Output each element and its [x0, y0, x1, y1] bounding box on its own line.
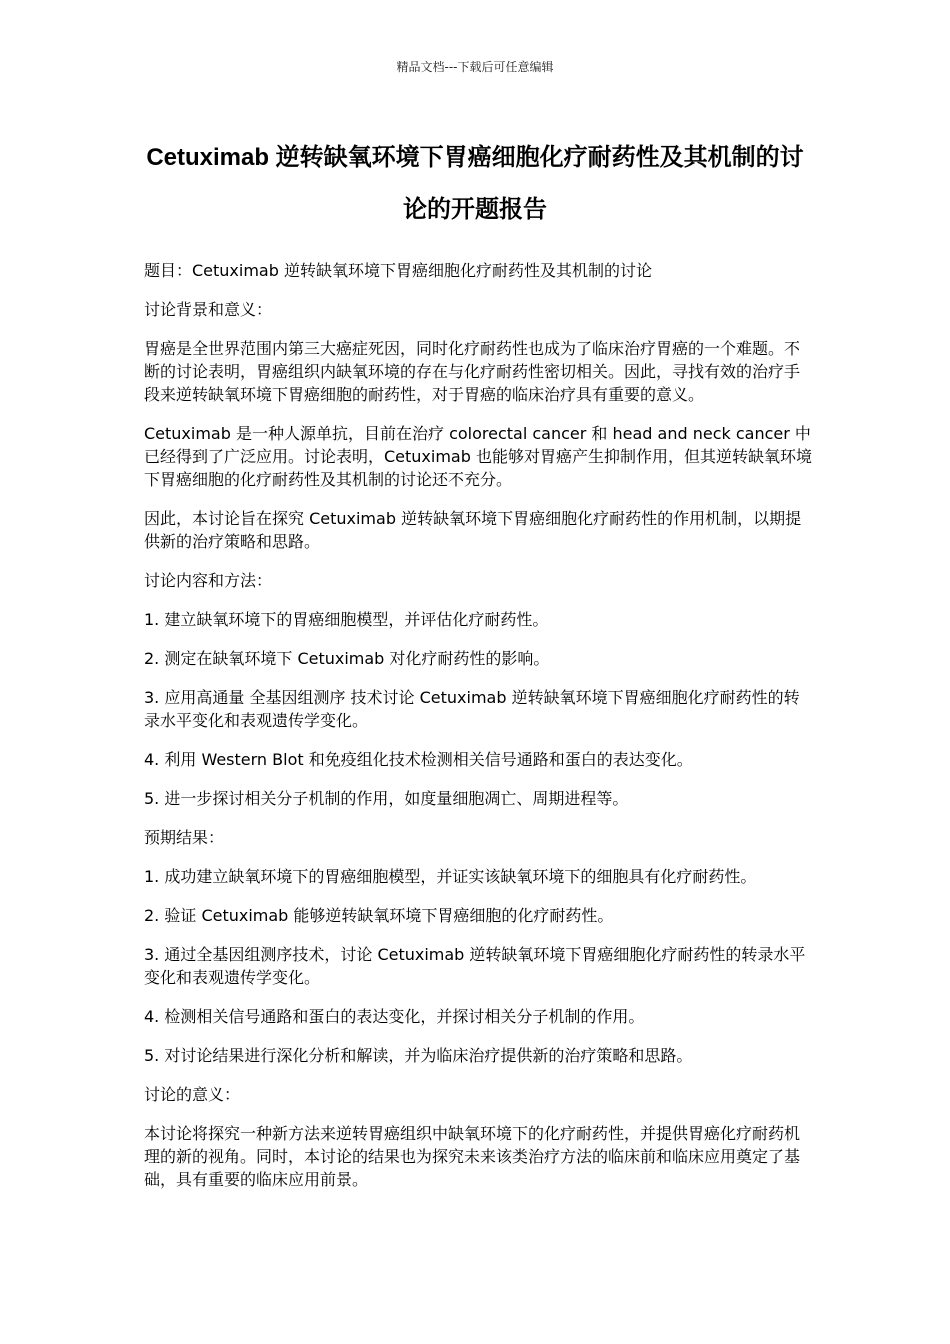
results-item: 3. 通过全基因组测序技术，讨论 Cetuximab 逆转缺氧环境下胃癌细胞化疗耐药性的转录水平变化和表观遗传学变化。: [144, 945, 806, 987]
methods-item: 5. 进一步探讨相关分子机制的作用，如度量细胞凋亡、周期进程等。: [144, 789, 629, 808]
background-paragraph: Cetuximab 是一种人源单抗，目前在治疗 colorectal cancer 和 head and neck cancer 中已经得到了广泛应用。讨论表明，Cetuximab 也能够对胃癌产生抑制作用，但其逆转缺氧环境下胃癌细胞的化疗耐药性及其机制的讨论还不充分。: [144, 424, 812, 489]
methods-item: 2. 测定在缺氧环境下 Cetuximab 对化疗耐药性的影响。: [144, 649, 550, 668]
document-body: [144, 259, 812, 1207]
methods-item: 1. 建立缺氧环境下的胃癌细胞模型，并评估化疗耐药性。: [144, 610, 549, 629]
topic-line: 题目：Cetuximab 逆转缺氧环境下胃癌细胞化疗耐药性及其机制的讨论: [144, 261, 652, 280]
methods-item: 4. 利用 Western Blot 和免疫组化技术检测相关信号通路和蛋白的表达变化。: [144, 750, 693, 769]
page-header-note: 精品文档---下载后可任意编辑: [396, 60, 554, 74]
results-item: 1. 成功建立缺氧环境下的胃癌细胞模型，并证实该缺氧环境下的细胞具有化疗耐药性。: [144, 867, 757, 886]
results-item: 4. 检测相关信号通路和蛋白的表达变化，并探讨相关分子机制的作用。: [144, 1007, 645, 1026]
background-paragraph: 胃癌是全世界范围内第三大癌症死因，同时化疗耐药性也成为了临床治疗胃癌的一个难题。不断的讨论表明，胃癌组织内缺氧环境的存在与化疗耐药性密切相关。因此，寻找有效的治疗手段来逆转缺氧环境下胃癌细胞的耐药性，对于胃癌的临床治疗具有重要的意义。: [144, 339, 801, 404]
results-item: 5. 对讨论结果进行深化分析和解读，并为临床治疗提供新的治疗策略和思路。: [144, 1046, 693, 1065]
methods-heading: 讨论内容和方法：: [144, 571, 273, 590]
background-paragraph: 因此，本讨论旨在探究 Cetuximab 逆转缺氧环境下胃癌细胞化疗耐药性的作用机制，以期提供新的治疗策略和思路。: [144, 509, 802, 551]
background-heading: 讨论背景和意义：: [144, 300, 273, 319]
significance-paragraph: 本讨论将探究一种新方法来逆转胃癌组织中缺氧环境下的化疗耐药性，并提供胃癌化疗耐药机理的新的视角。同时，本讨论的结果也为探究未来该类治疗方法的临床前和临床应用奠定了基础，具有重要的临床应用前景。: [144, 1124, 801, 1189]
methods-item: 3. 应用高通量 全基因组测序 技术讨论 Cetuximab 逆转缺氧环境下胃癌细胞化疗耐药性的转录水平变化和表观遗传学变化。: [144, 688, 800, 730]
significance-heading: 讨论的意义：: [144, 1085, 241, 1104]
results-item: 2. 验证 Cetuximab 能够逆转缺氧环境下胃癌细胞的化疗耐药性。: [144, 906, 614, 925]
results-heading: 预期结果：: [144, 828, 225, 847]
document-title: Cetuximab 逆转缺氧环境下胃癌细胞化疗耐药性及其机制的讨论的开题报告: [146, 144, 804, 223]
